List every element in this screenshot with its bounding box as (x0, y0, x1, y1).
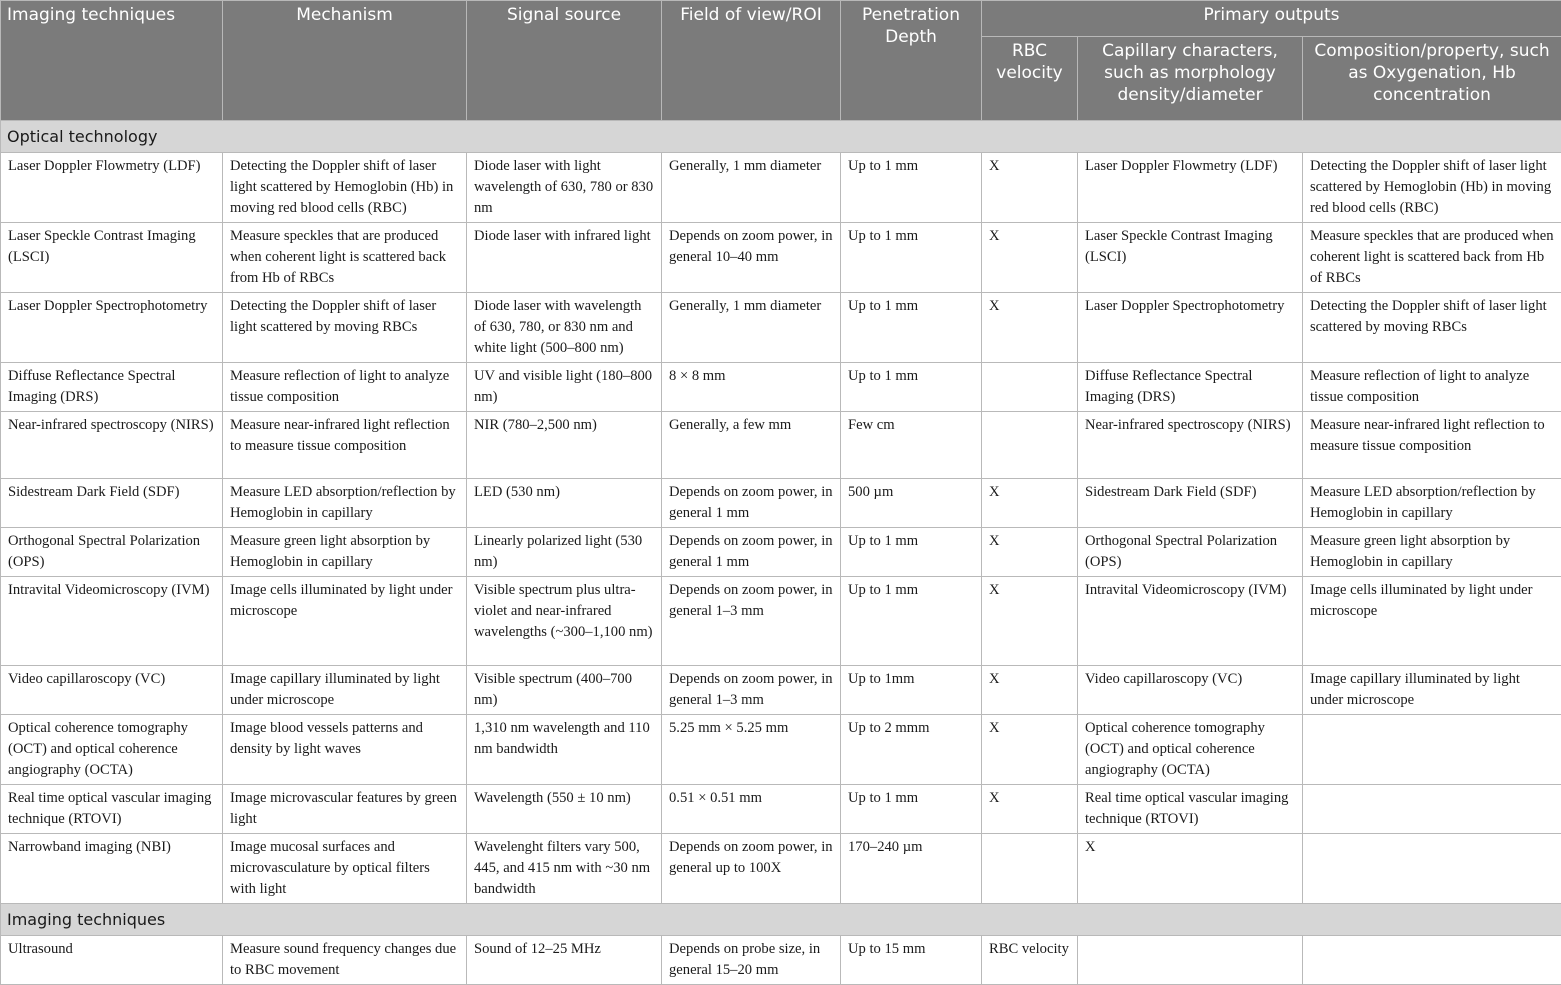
rbc-velocity-cell: RBC velocity (982, 936, 1078, 985)
technique-cell: Ultrasound (1, 936, 223, 985)
header-capillary-characters: Capillary characters, such as morphology density/diameter (1078, 37, 1303, 121)
capillary-characters-cell: Laser Speckle Contrast Imaging (LSCI) (1078, 223, 1303, 293)
composition-cell (1303, 936, 1561, 985)
capillary-characters-cell: Optical coherence tomography (OCT) and optical coherence angiography (OCTA) (1078, 715, 1303, 785)
table-row (1, 936, 1561, 985)
header-field-of-view: Field of view/ROI (662, 1, 841, 121)
capillary-characters-cell: Sidestream Dark Field (SDF) (1078, 479, 1303, 528)
header-technique: Imaging techniques (1, 1, 223, 121)
rbc-velocity-cell: X (982, 577, 1078, 666)
signal-source-cell: Wavelenght filters vary 500, 445, and 415 nm with ~30 nm bandwidth (467, 834, 662, 904)
penetration-depth-cell: Up to 1mm (841, 666, 982, 715)
rbc-velocity-cell: X (982, 479, 1078, 528)
mechanism-cell: Measure reflection of light to analyze tissue composition (223, 363, 467, 412)
capillary-characters-cell: Intravital Videomicroscopy (IVM) (1078, 577, 1303, 666)
signal-source-cell: Diode laser with light wavelength of 630, 780 or 830 nm (467, 153, 662, 223)
field-of-view-cell: Depends on zoom power, in general 1–3 mm (662, 666, 841, 715)
section-header: Imaging techniques (1, 904, 1561, 936)
composition-cell (1303, 715, 1561, 785)
capillary-characters-cell: Near-infrared spectroscopy (NIRS) (1078, 412, 1303, 479)
mechanism-cell: Measure speckles that are produced when coherent light is scattered back from Hb of RBCs (223, 223, 467, 293)
mechanism-cell: Detecting the Doppler shift of laser light scattered by Hemoglobin (Hb) in moving red blood cells (RBC) (223, 153, 467, 223)
table-row (1, 153, 1561, 223)
rbc-velocity-cell: X (982, 223, 1078, 293)
table-row (1, 666, 1561, 715)
rbc-velocity-cell: X (982, 153, 1078, 223)
table-row (1, 785, 1561, 834)
signal-source-cell: Diode laser with infrared light (467, 223, 662, 293)
penetration-depth-cell: Up to 1 mm (841, 153, 982, 223)
signal-source-cell: Wavelength (550 ± 10 nm) (467, 785, 662, 834)
mechanism-cell: Measure LED absorption/reflection by Hemoglobin in capillary (223, 479, 467, 528)
rbc-velocity-cell (982, 412, 1078, 479)
table-row (1, 528, 1561, 577)
table-row (1, 363, 1561, 412)
signal-source-cell: Linearly polarized light (530 nm) (467, 528, 662, 577)
field-of-view-cell: 0.51 × 0.51 mm (662, 785, 841, 834)
field-of-view-cell: Depends on zoom power, in general 1 mm (662, 479, 841, 528)
mechanism-cell: Measure sound frequency changes due to RBC movement (223, 936, 467, 985)
signal-source-cell: Diode laser with wavelength of 630, 780, or 830 nm and white light (500–800 nm) (467, 293, 662, 363)
signal-source-cell: NIR (780–2,500 nm) (467, 412, 662, 479)
header-mechanism: Mechanism (223, 1, 467, 121)
table-row (1, 479, 1561, 528)
technique-cell: Near-infrared spectroscopy (NIRS) (1, 412, 223, 479)
technique-cell: Laser Doppler Flowmetry (LDF) (1, 153, 223, 223)
composition-cell: Measure LED absorption/reflection by Hemoglobin in capillary (1303, 479, 1561, 528)
composition-cell: Measure speckles that are produced when coherent light is scattered back from Hb of RBCs (1303, 223, 1561, 293)
mechanism-cell: Image mucosal surfaces and microvasculature by optical filters with light (223, 834, 467, 904)
composition-cell: Measure reflection of light to analyze tissue composition (1303, 363, 1561, 412)
header-rbc-velocity: RBC velocity (982, 37, 1078, 121)
header-primary-outputs: Primary outputs (982, 1, 1561, 37)
section-header: Optical technology (1, 121, 1561, 153)
technique-cell: Video capillaroscopy (VC) (1, 666, 223, 715)
composition-cell: Image cells illuminated by light under microscope (1303, 577, 1561, 666)
mechanism-cell: Measure green light absorption by Hemoglobin in capillary (223, 528, 467, 577)
penetration-depth-cell: Up to 1 mm (841, 363, 982, 412)
penetration-depth-cell: Few cm (841, 412, 982, 479)
rbc-velocity-cell: X (982, 528, 1078, 577)
composition-cell: Measure near-infrared light reflection to measure tissue composition (1303, 412, 1561, 479)
penetration-depth-cell: Up to 1 mm (841, 528, 982, 577)
table-row (1, 412, 1561, 479)
penetration-depth-cell: 170–240 µm (841, 834, 982, 904)
signal-source-cell: UV and visible light (180–800 nm) (467, 363, 662, 412)
header-signal-source: Signal source (467, 1, 662, 121)
penetration-depth-cell: 500 µm (841, 479, 982, 528)
composition-cell (1303, 834, 1561, 904)
penetration-depth-cell: Up to 1 mm (841, 577, 982, 666)
field-of-view-cell: 5.25 mm × 5.25 mm (662, 715, 841, 785)
signal-source-cell: Visible spectrum (400–700 nm) (467, 666, 662, 715)
technique-cell: Orthogonal Spectral Polarization (OPS) (1, 528, 223, 577)
signal-source-cell: Sound of 12–25 MHz (467, 936, 662, 985)
mechanism-cell: Image blood vessels patterns and density by light waves (223, 715, 467, 785)
technique-cell: Laser Doppler Spectrophotometry (1, 293, 223, 363)
penetration-depth-cell: Up to 15 mm (841, 936, 982, 985)
header-composition: Composition/property, such as Oxygenation, Hb concentration (1303, 37, 1561, 121)
capillary-characters-cell: Diffuse Reflectance Spectral Imaging (DRS) (1078, 363, 1303, 412)
rbc-velocity-cell: X (982, 785, 1078, 834)
penetration-depth-cell: Up to 1 mm (841, 785, 982, 834)
technique-cell: Diffuse Reflectance Spectral Imaging (DRS) (1, 363, 223, 412)
capillary-characters-cell: Laser Doppler Spectrophotometry (1078, 293, 1303, 363)
header-penetration-depth: Penetration Depth (841, 1, 982, 121)
capillary-characters-cell: X (1078, 834, 1303, 904)
field-of-view-cell: Depends on zoom power, in general 1–3 mm (662, 577, 841, 666)
field-of-view-cell: Generally, 1 mm diameter (662, 293, 841, 363)
technique-cell: Real time optical vascular imaging technique (RTOVI) (1, 785, 223, 834)
composition-cell: Measure green light absorption by Hemoglobin in capillary (1303, 528, 1561, 577)
technique-cell: Sidestream Dark Field (SDF) (1, 479, 223, 528)
table-row (1, 223, 1561, 293)
field-of-view-cell: Depends on zoom power, in general 10–40 mm (662, 223, 841, 293)
capillary-characters-cell (1078, 936, 1303, 985)
field-of-view-cell: 8 × 8 mm (662, 363, 841, 412)
field-of-view-cell: Generally, a few mm (662, 412, 841, 479)
penetration-depth-cell: Up to 1 mm (841, 223, 982, 293)
rbc-velocity-cell: X (982, 666, 1078, 715)
mechanism-cell: Image capillary illuminated by light under microscope (223, 666, 467, 715)
composition-cell (1303, 785, 1561, 834)
mechanism-cell: Detecting the Doppler shift of laser light scattered by moving RBCs (223, 293, 467, 363)
technique-cell: Intravital Videomicroscopy (IVM) (1, 577, 223, 666)
penetration-depth-cell: Up to 1 mm (841, 293, 982, 363)
signal-source-cell: 1,310 nm wavelength and 110 nm bandwidth (467, 715, 662, 785)
field-of-view-cell: Generally, 1 mm diameter (662, 153, 841, 223)
field-of-view-cell: Depends on zoom power, in general 1 mm (662, 528, 841, 577)
technique-cell: Optical coherence tomography (OCT) and optical coherence angiography (OCTA) (1, 715, 223, 785)
composition-cell: Detecting the Doppler shift of laser light scattered by Hemoglobin (Hb) in moving red blood cells (RBC) (1303, 153, 1561, 223)
mechanism-cell: Measure near-infrared light reflection to measure tissue composition (223, 412, 467, 479)
field-of-view-cell: Depends on zoom power, in general up to 100X (662, 834, 841, 904)
technique-cell: Laser Speckle Contrast Imaging (LSCI) (1, 223, 223, 293)
penetration-depth-cell: Up to 2 mmm (841, 715, 982, 785)
composition-cell: Detecting the Doppler shift of laser light scattered by moving RBCs (1303, 293, 1561, 363)
mechanism-cell: Image microvascular features by green light (223, 785, 467, 834)
table-row (1, 293, 1561, 363)
rbc-velocity-cell: X (982, 293, 1078, 363)
rbc-velocity-cell: X (982, 715, 1078, 785)
technique-cell: Narrowband imaging (NBI) (1, 834, 223, 904)
field-of-view-cell: Depends on probe size, in general 15–20 mm (662, 936, 841, 985)
composition-cell: Image capillary illuminated by light under microscope (1303, 666, 1561, 715)
capillary-characters-cell: Orthogonal Spectral Polarization (OPS) (1078, 528, 1303, 577)
signal-source-cell: LED (530 nm) (467, 479, 662, 528)
signal-source-cell: Visible spectrum plus ultra-violet and near-infrared wavelengths (~300–1,100 nm) (467, 577, 662, 666)
table-row (1, 577, 1561, 666)
rbc-velocity-cell (982, 363, 1078, 412)
rbc-velocity-cell (982, 834, 1078, 904)
mechanism-cell: Image cells illuminated by light under microscope (223, 577, 467, 666)
table-row (1, 834, 1561, 904)
capillary-characters-cell: Real time optical vascular imaging technique (RTOVI) (1078, 785, 1303, 834)
table-row (1, 715, 1561, 785)
capillary-characters-cell: Laser Doppler Flowmetry (LDF) (1078, 153, 1303, 223)
capillary-characters-cell: Video capillaroscopy (VC) (1078, 666, 1303, 715)
